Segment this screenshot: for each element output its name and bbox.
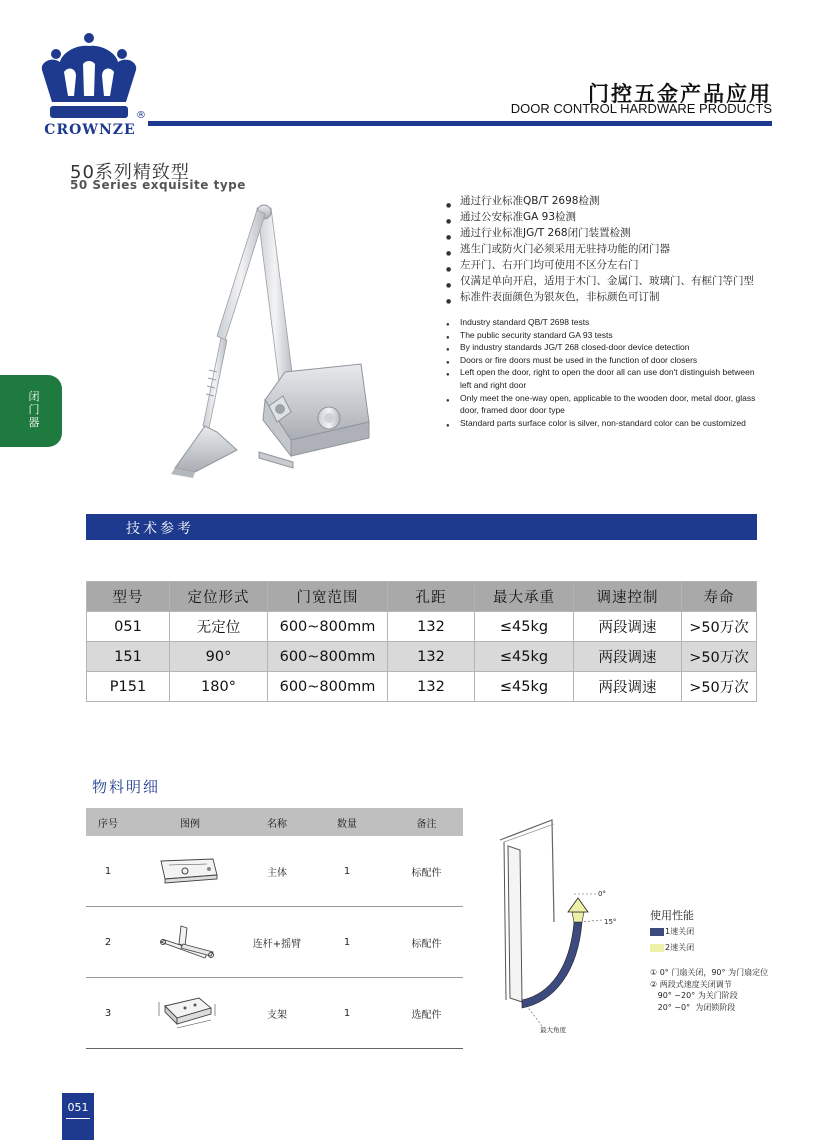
spec-header-cell: 最大承重 [475,582,574,612]
feature-item: ● 标准件表面颜色为银灰色，非标颜色可订制 [446,289,796,305]
feature-item: ● By industry standards JG/T 268 closed-door device detection [446,341,766,354]
materials-no: 2 [86,907,130,978]
usage-note: 20° ~0° 为闭锁阶段 [650,1002,736,1012]
materials-no: 3 [86,978,130,1049]
usage-note: 90° ~20° 为关门阶段 [650,991,738,1001]
materials-qty: 1 [304,907,390,978]
materials-row [86,836,463,907]
materials-header-cell: 序号 [86,808,130,836]
materials-header-cell: 备注 [390,808,463,836]
speed2-band [572,912,584,922]
materials-header-row [86,808,463,836]
page-number-underline [66,1118,90,1119]
spec-cell: 600~800mm [268,672,388,702]
spec-cell: ≤45kg [475,612,574,642]
features-list-cn [446,193,796,305]
materials-row [86,978,463,1049]
materials-name: 支架 [250,978,304,1049]
spec-header-cell: 孔距 [388,582,475,612]
feature-item: ● 逃生门或防火门必须采用无驻持功能的闭门器 [446,241,796,257]
spec-header-row [87,582,757,612]
spec-cell: 132 [388,672,475,702]
feature-item: ● The public security standard GA 93 tests [446,329,766,342]
page-number: 051 [67,1101,89,1114]
speed1-band [522,922,582,1008]
legend-speed2 [650,943,694,953]
spec-cell: 无定位 [170,612,268,642]
spec-cell: P151 [87,672,170,702]
spec-header-cell: 寿命 [682,582,757,612]
feature-item: ● Doors or fire doors must be used in the function of door closers [446,354,766,367]
spec-cell: >50万次 [682,672,757,702]
materials-header-cell: 图例 [130,808,250,836]
feature-item: ● 通过行业标准JG/T 268闭门装置检测 [446,225,796,241]
registered-mark: ® [136,110,146,121]
feature-item: ● 通过公安标准GA 93检测 [446,209,796,225]
feature-item: ● 仅满足单向开启，适用于木门、金属门、玻璃门、有框门等门型 [446,273,796,289]
materials-note: 标配件 [390,907,463,978]
angle-0-label: 0° [598,890,606,898]
spec-cell: 600~800mm [268,612,388,642]
materials-figure [130,907,250,978]
spec-header-cell: 型号 [87,582,170,612]
spec-cell: 两段调速 [574,672,682,702]
spec-row [87,642,757,672]
materials-qty: 1 [304,978,390,1049]
arrow-icon [568,898,588,912]
feature-item: ● Left open the door, right to open the door all can use don't distinguish between left and right door [446,366,766,391]
legend-label: 2速关闭 [665,943,695,952]
spec-cell: 两段调速 [574,642,682,672]
usage-note: ② 两段式速度关闭调节 [650,979,732,989]
spec-header-cell: 门宽范围 [268,582,388,612]
spec-cell: 90° [170,642,268,672]
materials-header-cell: 数量 [304,808,390,836]
spec-cell: 132 [388,642,475,672]
bracket-icon [155,992,225,1032]
legend-label: 1速关闭 [665,927,695,936]
materials-figure [130,836,250,907]
side-tab-label: 闭 门 器 [28,390,40,429]
materials-row [86,907,463,978]
tech-section-title: 技术参考 [126,521,194,537]
spec-header-cell: 调速控制 [574,582,682,612]
spec-cell: ≤45kg [475,642,574,672]
spec-cell: >50万次 [682,642,757,672]
materials-table [86,808,463,1049]
spec-cell: 151 [87,642,170,672]
feature-item: ● Industry standard QB/T 2698 tests [446,316,766,329]
spec-cell: 132 [388,612,475,642]
materials-figure [130,978,250,1049]
series-title-en: 50 Series exquisite type [70,178,246,192]
legend-swatch [650,944,664,952]
door-closer-product-image [165,200,390,480]
legend-swatch [650,928,664,936]
series-title-cn: 50系列精致型 [70,162,190,183]
usage-notes [650,967,820,1013]
spec-cell: 两段调速 [574,612,682,642]
materials-name: 主体 [250,836,304,907]
legend-speed1 [650,927,694,937]
spec-row [87,612,757,642]
brand-name: CROWNZE [44,122,136,138]
feature-item: ● Standard parts surface color is silver, non-standard color can be customized [446,417,766,430]
materials-name: 连杆+摇臂 [250,907,304,978]
usage-note: ① 0° 门扇关闭，90° 为门扇定位 [650,968,769,977]
spec-cell: 051 [87,612,170,642]
angle-15-label: 15° [604,918,617,926]
materials-qty: 1 [304,836,390,907]
feature-item: ● 通过行业标准QB/T 2698检测 [446,193,796,209]
max-angle-label: 最大角度 [540,1026,566,1034]
header-title-cn: 门控五金产品应用 [588,81,772,106]
spec-header-cell: 定位形式 [170,582,268,612]
header-title-en: DOOR CONTROL HARDWARE PRODUCTS [510,101,772,116]
spec-cell: >50万次 [682,612,757,642]
header-divider [148,121,772,126]
closer-body-icon [155,853,225,887]
spec-cell: 600~800mm [268,642,388,672]
door-panel [508,846,522,1002]
feature-item: ● Only meet the one-way open, applicable to the wooden door, metal door, glass door, framed door door type [446,392,766,417]
features-list-en [446,316,766,429]
materials-note: 标配件 [390,836,463,907]
spec-cell: 180° [170,672,268,702]
materials-no: 1 [86,836,130,907]
feature-item: ● 左开门、右开门均可使用不区分左右门 [446,257,796,273]
materials-note: 选配件 [390,978,463,1049]
spec-table [86,581,757,702]
materials-header-cell: 名称 [250,808,304,836]
spec-cell: ≤45kg [475,672,574,702]
arm-icon [155,922,225,960]
spec-row [87,672,757,702]
door-swing-diagram [494,812,644,1042]
materials-title: 物料明细 [92,778,161,796]
usage-title: 使用性能 [650,909,694,922]
